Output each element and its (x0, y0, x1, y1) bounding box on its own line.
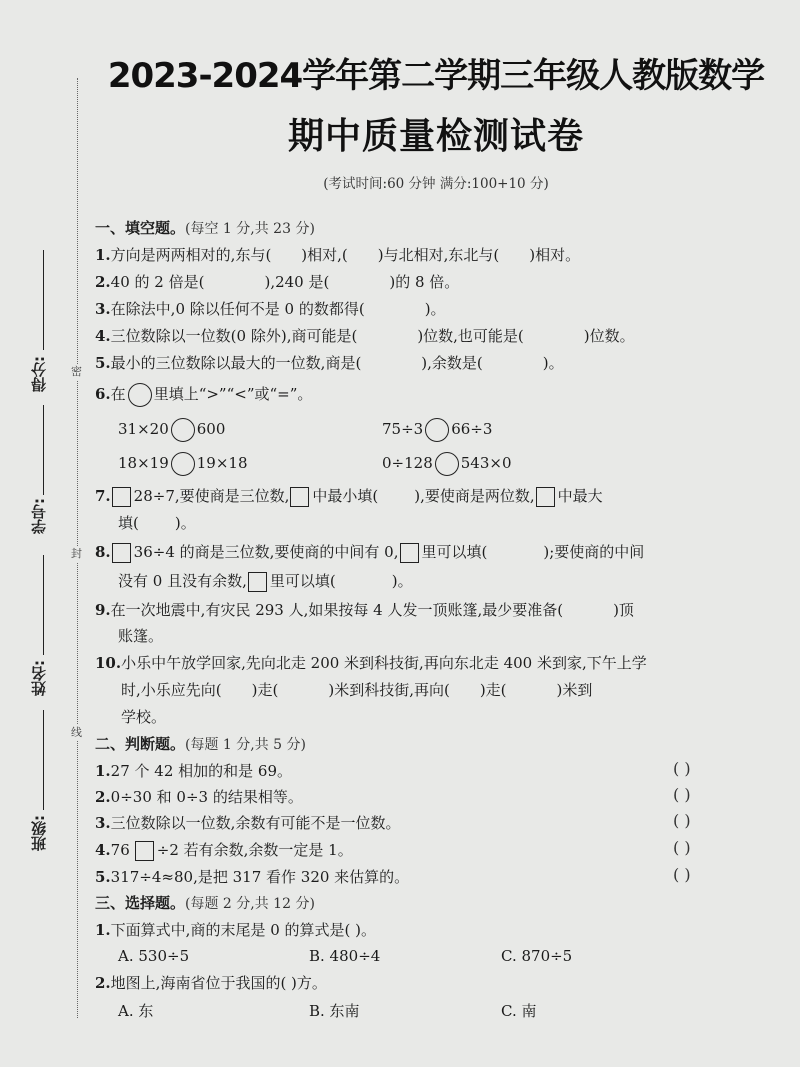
question-text: )。 (424, 300, 446, 318)
exam-title-line2: 期中质量检测试卷 (287, 116, 584, 157)
question-text: )米到 (556, 681, 593, 699)
question-1-9 (95, 600, 634, 620)
expression-right: 600 (196, 420, 226, 438)
compare-item-2 (382, 418, 492, 442)
question-1-7 (95, 486, 603, 507)
question-text: )。 (391, 572, 413, 590)
exam-title-line1: 2023-2024学年第二学期三年级人教版数学 (107, 56, 765, 96)
question-1-8 (95, 542, 644, 563)
question-number: 3. (95, 814, 111, 832)
question-text: 填( (118, 514, 139, 532)
question-text: 三位数除以一位数(0 除外),商可能是( (110, 327, 358, 345)
question-number: 5. (95, 354, 111, 372)
question-text: 里可以填( (421, 543, 488, 561)
score-underline (43, 250, 44, 350)
choice-1-option-a[interactable]: A. 530÷5 (118, 947, 190, 965)
question-text: )与北相对,东北与( (377, 246, 500, 264)
expression-left: 31×20 (118, 420, 169, 438)
section2-heading (95, 734, 306, 755)
compare-item-4 (382, 452, 512, 476)
digit-box[interactable] (112, 543, 131, 563)
circle-icon (128, 383, 152, 407)
exam-info: (考试时间:60 分钟 满分:100+10 分) (323, 176, 549, 192)
section3-heading (95, 893, 315, 914)
choice-question-1 (95, 920, 376, 940)
question-text: ),要使商是两位数, (414, 487, 535, 505)
question-text: )走( (251, 681, 279, 699)
name-underline[interactable] (43, 555, 44, 655)
question-text: )顶 (613, 601, 634, 619)
question-text: )位数,也可能是( (417, 327, 524, 345)
score-field-label: 得分: (30, 356, 48, 392)
digit-box-ref (400, 543, 419, 563)
question-text: )相对,( (301, 246, 348, 264)
question-text: 学校。 (121, 708, 167, 726)
seal-char-feng: 封 (71, 547, 82, 560)
digit-box-ref (290, 487, 309, 507)
question-text: );要使商的中间 (543, 543, 645, 561)
expression-left: 18×19 (118, 454, 169, 472)
section3-note: (每题 2 分,共 12 分) (185, 896, 315, 912)
seal-char-xian: 线 (71, 726, 82, 739)
question-text: 中最大 (557, 487, 603, 505)
question-number: 4. (95, 327, 111, 345)
choice-question-2 (95, 973, 327, 993)
digit-box[interactable] (112, 487, 131, 507)
section1-note: (每空 1 分,共 23 分) (185, 221, 315, 237)
question-text: )米到科技街,再向( (328, 681, 450, 699)
choice-1-option-c[interactable]: C. 870÷5 (501, 947, 573, 965)
question-number: 3. (95, 300, 111, 318)
question-text: 方向是两两相对的,东与( (110, 246, 272, 264)
question-text: 在除法中,0 除以任何不是 0 的数都得( (110, 300, 365, 318)
section1-title: 一、填空题。 (95, 219, 186, 237)
question-text: 里填上“>”“<”或“=”。 (153, 385, 313, 403)
question-text: 在一次地震中,有灾民 293 人,如果按每 4 人发一顶账篷,最少要准备( (110, 601, 564, 619)
name-field-label: 姓名: (30, 660, 48, 696)
question-text: 28÷7,要使商是三位数, (133, 487, 290, 505)
choice-2-option-c[interactable]: C. 南 (501, 1002, 537, 1020)
question-text: 317÷4≈80,是把 317 看作 320 来估算的。 (110, 868, 410, 886)
compare-circle[interactable] (171, 452, 195, 476)
class-field-label: 班级: (30, 815, 48, 851)
digit-box-ref (536, 487, 555, 507)
question-text: 地图上,海南省位于我国的( )方。 (110, 974, 327, 992)
choice-2-option-b[interactable]: B. 东南 (309, 1002, 360, 1020)
question-1-10 (95, 653, 647, 673)
question-text: ),240 是( (264, 273, 330, 291)
question-number: 10. (95, 654, 122, 672)
judge-item-1 (95, 761, 292, 781)
class-underline[interactable] (43, 710, 44, 810)
question-number: 2. (95, 788, 111, 806)
question-1-2 (95, 272, 459, 292)
question-text: 三位数除以一位数,余数有可能不是一位数。 (110, 814, 401, 832)
question-text: 76 (110, 841, 130, 859)
section3-title: 三、选择题。 (95, 894, 186, 912)
question-text: 27 个 42 相加的和是 69。 (110, 762, 293, 780)
question-text: )相对。 (529, 246, 581, 264)
question-text: 0÷30 和 0÷3 的结果相等。 (110, 788, 303, 806)
question-number: 2. (95, 974, 111, 992)
question-number: 6. (95, 385, 111, 403)
question-text: )位数。 (583, 327, 635, 345)
question-1-10-cont (121, 680, 592, 700)
seal-char-mi: 密 (71, 365, 82, 378)
judge-answer-3[interactable]: ( ) (673, 811, 691, 830)
question-1-1 (95, 245, 580, 265)
question-text: 最小的三位数除以最大的一位数,商是( (110, 354, 362, 372)
question-text: 中最小填( (312, 487, 379, 505)
question-1-6 (95, 383, 312, 407)
question-text: 在 (110, 385, 126, 403)
question-number: 5. (95, 868, 111, 886)
choice-1-option-b[interactable]: B. 480÷4 (309, 947, 381, 965)
judge-item-4 (95, 840, 353, 861)
question-number: 7. (95, 487, 111, 505)
question-1-4 (95, 326, 635, 346)
compare-circle[interactable] (425, 418, 449, 442)
question-text: )。 (174, 514, 196, 532)
question-text: 36÷4 的商是三位数,要使商的中间有 0, (133, 543, 399, 561)
judge-answer-2[interactable]: ( ) (673, 785, 691, 804)
judge-item-3 (95, 813, 400, 833)
question-text: 时,小乐应先向( (121, 681, 222, 699)
question-1-9-cont (118, 626, 163, 646)
question-1-5 (95, 353, 564, 373)
question-text: 40 的 2 倍是( (110, 273, 205, 291)
question-number: 8. (95, 543, 111, 561)
judge-item-5 (95, 867, 409, 887)
question-number: 4. (95, 841, 111, 859)
question-number: 9. (95, 601, 111, 619)
judge-answer-4[interactable]: ( ) (673, 838, 691, 857)
question-text: 账篷。 (118, 627, 164, 645)
expression-right: 543×0 (460, 454, 512, 472)
expression-right: 19×18 (196, 454, 248, 472)
choice-2-option-a[interactable]: A. 东 (118, 1002, 154, 1020)
question-text: )的 8 倍。 (389, 273, 460, 291)
compare-circle[interactable] (435, 452, 459, 476)
student-id-underline[interactable] (43, 405, 44, 495)
question-text: 小乐中午放学回家,先向北走 200 米到科技街,再向东北走 400 米到家,下午上学 (121, 654, 647, 672)
question-number: 1. (95, 762, 111, 780)
expression-left: 0÷128 (382, 454, 433, 472)
compare-item-1 (118, 418, 225, 442)
compare-item-3 (118, 452, 248, 476)
section2-note: (每题 1 分,共 5 分) (185, 737, 307, 753)
question-number: 1. (95, 921, 111, 939)
section2-title: 二、判断题。 (95, 735, 186, 753)
judge-answer-5[interactable]: ( ) (673, 865, 691, 884)
expression-left: 75÷3 (382, 420, 424, 438)
question-text: )。 (542, 354, 564, 372)
section1-heading (95, 218, 315, 239)
question-text: 下面算式中,商的末尾是 0 的算式是( )。 (110, 921, 376, 939)
question-text: )走( (479, 681, 507, 699)
digit-box[interactable] (135, 841, 154, 861)
compare-circle[interactable] (171, 418, 195, 442)
expression-right: 66÷3 (451, 420, 493, 438)
question-text: 没有 0 且没有余数, (118, 572, 247, 590)
question-1-8-cont (118, 571, 413, 592)
question-text: ÷2 若有余数,余数一定是 1。 (156, 841, 353, 859)
question-1-7-cont (118, 513, 196, 533)
question-1-3 (95, 299, 446, 319)
question-number: 1. (95, 246, 111, 264)
judge-item-2 (95, 787, 303, 807)
question-number: 2. (95, 273, 111, 291)
student-id-field-label: 学号: (30, 498, 48, 534)
question-1-10-cont2 (121, 707, 166, 727)
digit-box-ref (248, 572, 267, 592)
judge-answer-1[interactable]: ( ) (673, 759, 691, 778)
question-text: ),余数是( (421, 354, 483, 372)
question-text: 里可以填( (269, 572, 336, 590)
